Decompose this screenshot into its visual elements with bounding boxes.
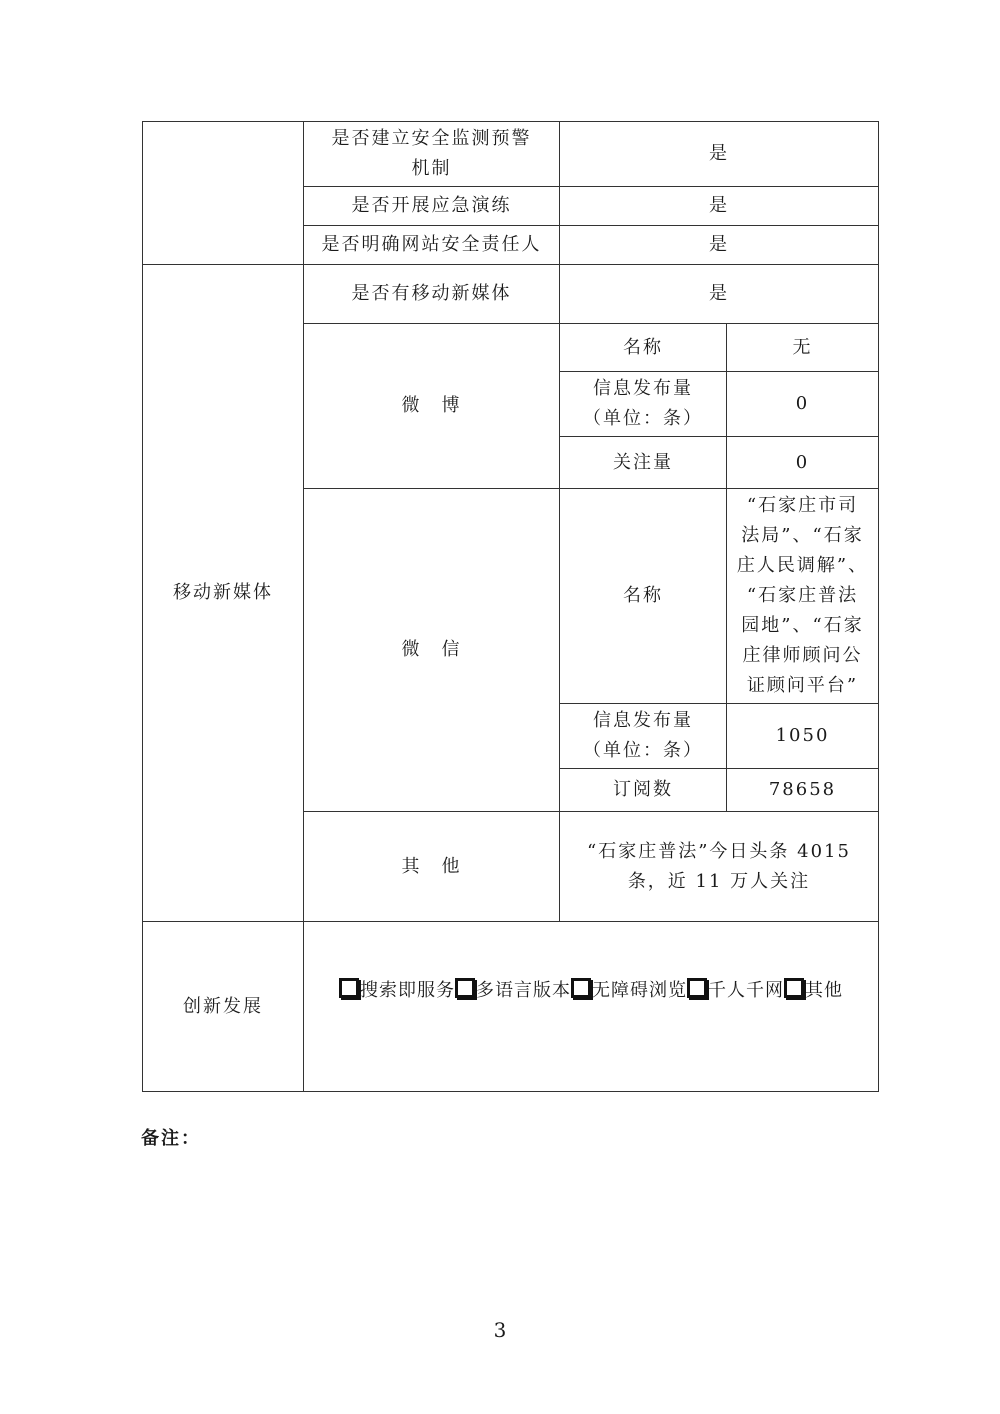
weibo-posts-value: 0 <box>727 372 879 437</box>
checkbox-icon[interactable] <box>455 978 475 998</box>
table-row <box>143 122 879 187</box>
page-number: 3 <box>493 1318 507 1342</box>
innovation-label: 创新发展 <box>143 922 304 1092</box>
option-accessibility[interactable]: 无障碍浏览 <box>571 980 687 1001</box>
security-monitoring-label: 是否建立安全监测预警 机制 <box>304 122 560 187</box>
has-mobile-media-label: 是否有移动新媒体 <box>304 265 560 324</box>
wechat-subs-label: 订阅数 <box>560 769 727 812</box>
security-owner-label: 是否明确网站安全责任人 <box>304 226 560 265</box>
wechat-posts-label: 信息发布量 （单位：条） <box>560 704 727 769</box>
weibo-label: 微 博 <box>304 324 560 489</box>
security-category-cell <box>143 122 304 265</box>
wechat-subs-value: 78658 <box>727 769 879 812</box>
option-search-service[interactable]: 搜索即服务 <box>339 980 455 1001</box>
option-multilingual[interactable]: 多语言版本 <box>455 980 571 1001</box>
weibo-name-label: 名称 <box>560 324 727 372</box>
wechat-posts-value: 1050 <box>727 704 879 769</box>
emergency-drill-value: 是 <box>560 187 879 226</box>
weibo-followers-value: 0 <box>727 437 879 489</box>
report-table <box>142 121 879 1092</box>
security-monitoring-value: 是 <box>560 122 879 187</box>
wechat-name-label: 名称 <box>560 489 727 704</box>
remark-label: 备注： <box>141 1128 201 1149</box>
weibo-posts-label: 信息发布量 （单位：条） <box>560 372 727 437</box>
other-label: 其 他 <box>304 812 560 922</box>
checkbox-icon[interactable] <box>687 978 707 998</box>
option-other[interactable]: 其他 <box>784 980 843 1001</box>
table-row <box>143 265 879 324</box>
wechat-label: 微 信 <box>304 489 560 812</box>
other-value: “石家庄普法”今日头条 4015 条，近 11 万人关注 <box>560 812 879 922</box>
wechat-name-value: “石家庄市司 法局”、“石家 庄人民调解”、 “石家庄普法 园地”、“石家 庄律师顾问公 证顾问平台” <box>727 489 879 704</box>
mobile-media-category: 移动新媒体 <box>143 265 304 922</box>
innovation-options <box>304 922 879 1092</box>
checkbox-icon[interactable] <box>571 978 591 998</box>
weibo-followers-label: 关注量 <box>560 437 727 489</box>
has-mobile-media-value: 是 <box>560 265 879 324</box>
checkbox-icon[interactable] <box>339 978 359 998</box>
weibo-name-value: 无 <box>727 324 879 372</box>
option-personalized[interactable]: 千人千网 <box>687 980 784 1001</box>
emergency-drill-label: 是否开展应急演练 <box>304 187 560 226</box>
security-owner-value: 是 <box>560 226 879 265</box>
checkbox-icon[interactable] <box>784 978 804 998</box>
table-row <box>143 922 879 1092</box>
